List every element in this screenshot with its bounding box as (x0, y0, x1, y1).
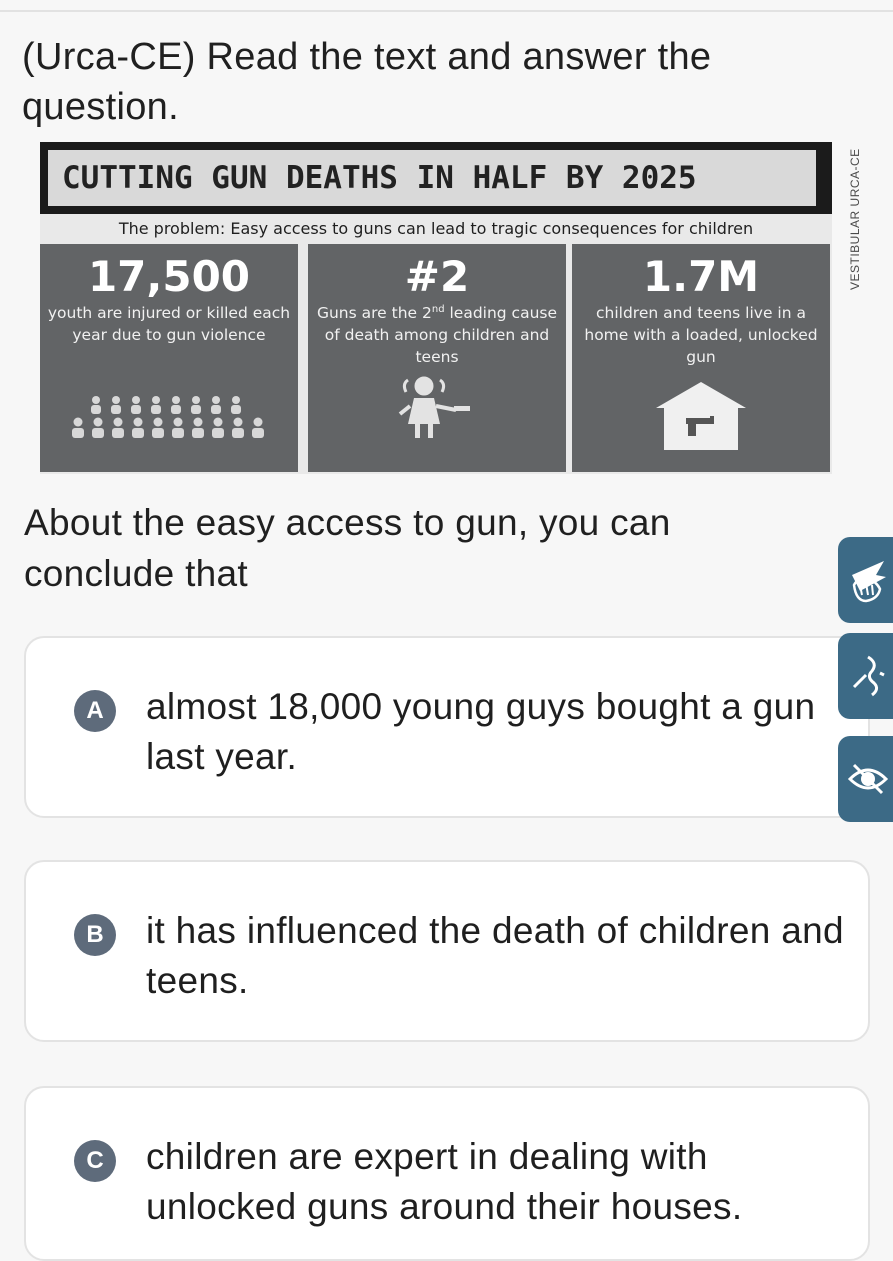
stat-number: 17,500 (87, 252, 251, 301)
house-with-gun-icon (572, 378, 830, 452)
stat-number: #2 (404, 252, 470, 301)
answer-option-c[interactable] (24, 1086, 870, 1261)
hide-eye-icon (846, 757, 890, 801)
stat-panel-injured (40, 244, 298, 472)
infographic-image (40, 142, 832, 474)
option-letter-badge: B (74, 914, 116, 956)
stat-panel-unlocked-gun (572, 244, 830, 472)
question-title: (Urca-CE) Read the text and answer the question. (22, 36, 712, 128)
question-prompt: About the easy access to gun, you can conclude that (24, 502, 671, 594)
option-text: children are expert in dealing with unlocked guns around their houses. (146, 1136, 743, 1227)
top-divider (0, 10, 893, 12)
infographic-title: CUTTING GUN DEATHS IN HALF BY 2025 (62, 160, 697, 196)
answer-option-b[interactable] (24, 860, 870, 1042)
eraser-tool-button[interactable] (838, 537, 893, 623)
stat-description: Guns are the 2nd leading cause of death among children and teens (316, 303, 558, 366)
stat-description: children and teens live in a home with a loaded, unlocked gun (584, 304, 818, 366)
image-source-caption: VESTIBULAR URCA-CE (848, 148, 862, 290)
people-crowd-icon (40, 392, 298, 446)
option-text: it has influenced the death of children and teens. (146, 910, 844, 1001)
stat-description: youth are injured or killed each year due to gun violence (47, 304, 291, 344)
option-letter-badge: C (74, 1140, 116, 1182)
stat-panel-leading-cause (308, 244, 566, 472)
eraser-hand-icon (846, 555, 890, 605)
stat-number: 1.7M (642, 252, 760, 301)
answer-option-a[interactable] (24, 636, 870, 818)
strikethrough-icon (846, 651, 890, 701)
hide-tool-button[interactable] (838, 736, 893, 822)
child-with-gun-icon (308, 374, 566, 452)
infographic-problem-statement: The problem: Easy access to guns can lead to tragic consequences for children (118, 219, 754, 238)
strikethrough-tool-button[interactable] (838, 633, 893, 719)
infographic-banner (40, 142, 832, 214)
option-letter-badge: A (74, 690, 116, 732)
option-text: almost 18,000 young guys bought a gun last year. (146, 686, 816, 777)
